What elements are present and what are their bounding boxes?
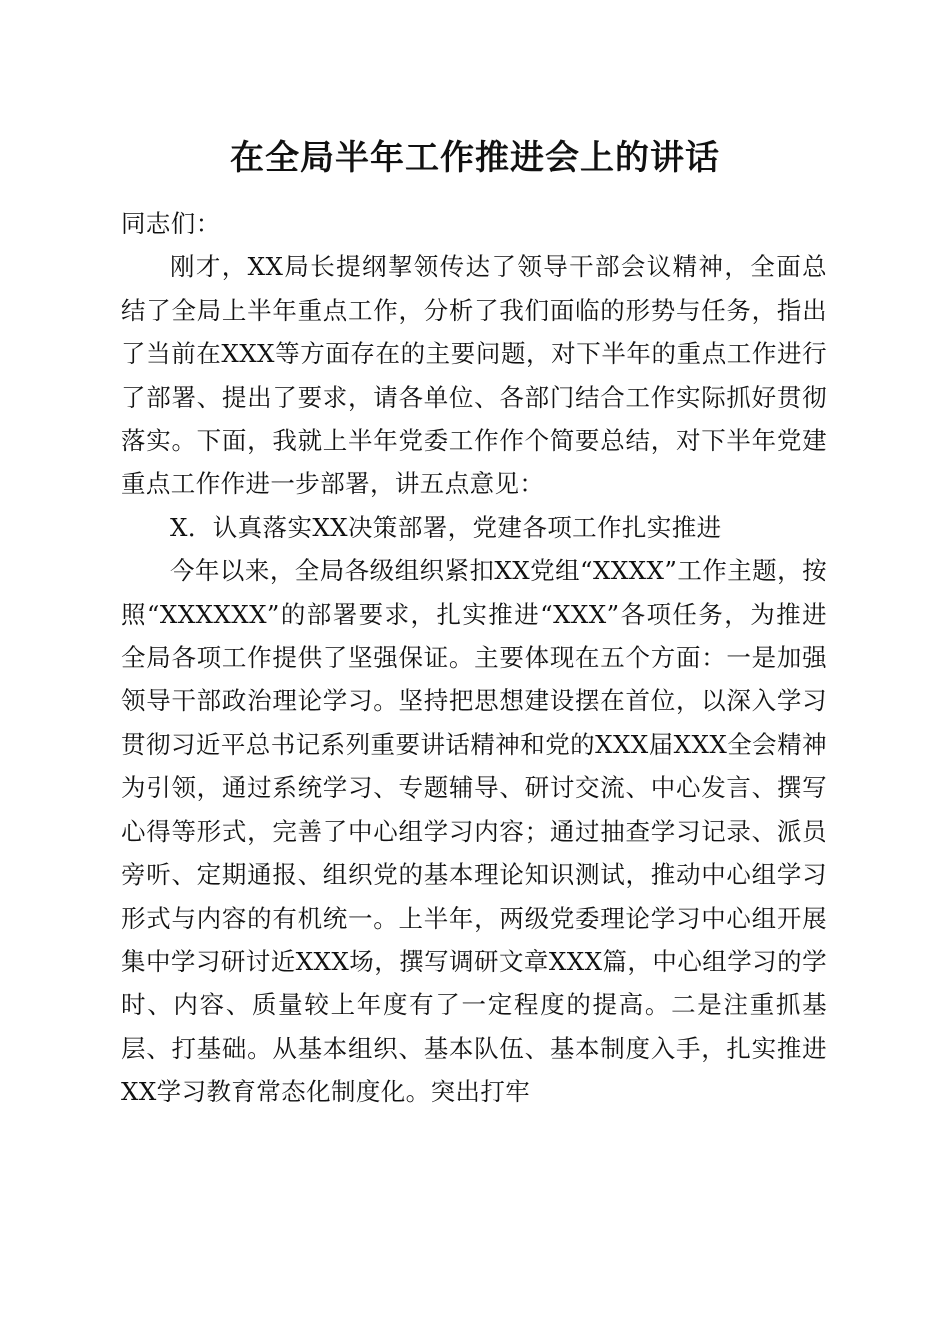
document-body xyxy=(121,202,827,1114)
document-title: 在全局半年工作推进会上的讲话 xyxy=(230,138,720,178)
section-heading: X．认真落实XX决策部署，党建各项工作扎实推进 xyxy=(170,512,722,542)
salutation: 同志们： xyxy=(121,209,221,238)
paragraph-section-1: 今年以来，全局各级组织紧扣XX党组“XXXX”工作主题，按照“XXXXXX”的部署要求，扎实推进“XXX”各项任务，为推进全局各项工作提供了坚强保证。主要体现在五个方面：一是加强领导干部政治理论学习。坚持把思想建设摆在首位，以深入学习贯彻习近平总书记系列重要讲话精神和党的XXX届XXX全会精神为引领，通过系统学习、专题辅导、研讨交流、中心发言、撰写心得等形式，完善了中心组学习内容；通过抽查学习记录、派员旁听、定期通报、组织党的基本理论知识测试，推动中心组学习形式与内容的有机统一。上半年，两级党委理论学习中心组开展集中学习研讨近XXX场，撰写调研文章XXX篇，中心组学习的学时、内容、质量较上年度有了一定程度的提高。二是注重抓基层、打基础。从基本组织、基本队伍、基本制度入手，扎实推进XX学习教育常态化制度化。突出打牢 xyxy=(121,556,827,1107)
paragraph-intro: 刚才，XX局长提纲挈领传达了领导干部会议精神，全面总结了全局上半年重点工作，分析了我们面临的形势与任务，指出了当前在XXX等方面存在的主要问题，对下半年的重点工作进行了部署、提出了要求，请各单位、各部门结合工作实际抓好贯彻落实。下面，我就上半年党委工作作个简要总结，对下半年党建重点工作作进一步部署，讲五点意见： xyxy=(121,252,827,499)
